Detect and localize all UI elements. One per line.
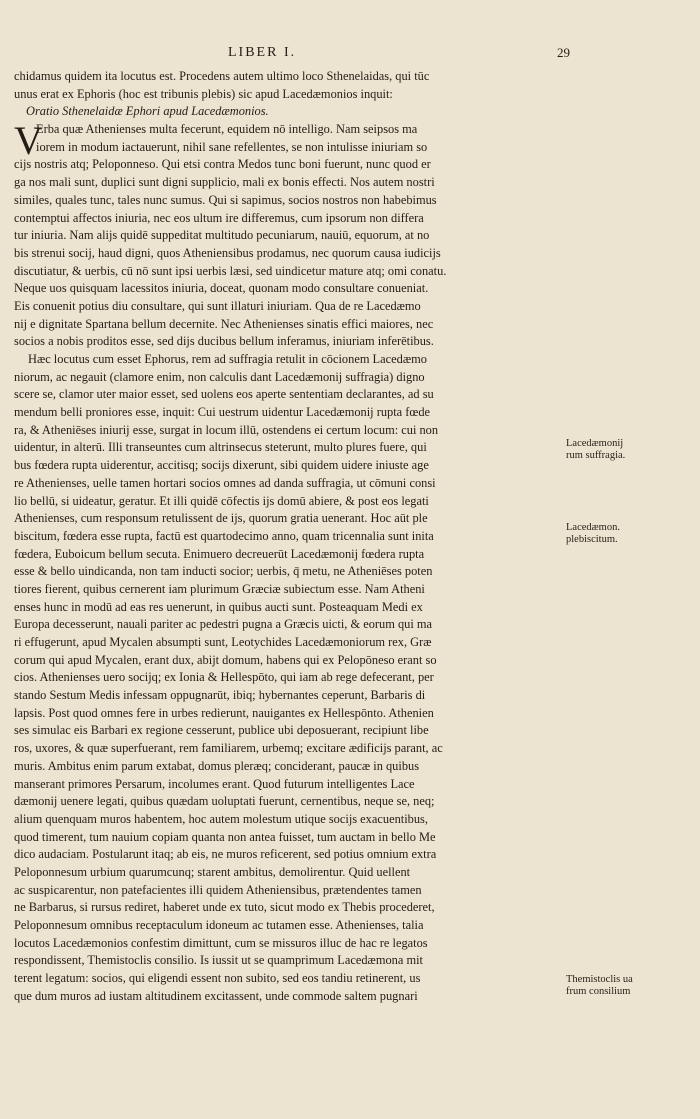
text-line: manserant primores Persarum, incolumes erant. Quod futurum intelligentes Lace xyxy=(14,776,415,791)
text-line: mendum belli proniores esse, inquit: Cui uestrum uidentur Lacedæmonij rupta fœde xyxy=(14,405,431,420)
text-line: dico audaciam. Postularunt itaq; ab eis, ne muros reficerent, sed potius omnium extra xyxy=(14,847,437,862)
text-line: ga nos mali sunt, duplici sunt digni supplicio, mali ex bonis effecti. Nos autem nostri xyxy=(14,175,435,190)
text-line: muris. Ambitus enim parum extabat, domus pleræq; conciderant, paucæ in quibus xyxy=(14,758,420,773)
text-line: Eis conuenit potius diu consultare, qui sunt illaturi iniuriam. Qua de re Lacedæmo xyxy=(14,298,421,313)
margin-note-line: plebiscitum. xyxy=(566,534,618,545)
text-line: stando Sestum Medis infessam oppugnarūt, ibiq; hybernantes ceperunt, Barbaris di xyxy=(14,688,426,703)
margin-note xyxy=(566,974,698,998)
margin-note-line: rum suffragia. xyxy=(566,450,626,461)
text-line: cios. Athenienses uero socijq; ex Ionia & Hellespōto, qui iam ab rege defecerant, per xyxy=(14,670,434,685)
text-line: esse & bello uindicanda, non tam inducti socior; uerbis, q̄ metu, ne Atheniēses poten xyxy=(14,564,433,579)
page-header xyxy=(14,45,570,63)
text-line: lapsis. Post quod omnes fere in urbes redierunt, nauigantes ex Hellespōnto. Athenien xyxy=(14,705,434,720)
text-line: scere se, clamor uter maior esset, sed uolens eos aperte sententiam declarantes, ad su xyxy=(14,387,434,402)
text-line: enses hunc in modū ad eas res uenerunt, in quibus aucti sunt. Posteaquam Medi ex xyxy=(14,599,423,614)
running-head: LIBER I. xyxy=(228,45,297,60)
text-line: ra, & Atheniēses iniurij esse, surgat in locum illū, ostendens ei certum locum: cui non xyxy=(14,422,439,437)
text-line: chidamus quidem ita locutus est. Procedens autem ultimo loco Sthenelaidas, qui tūc xyxy=(14,69,430,83)
text-line: dæmonij uenere legati, quibus quædam uoluptati fuerunt, cernentibus, neque se, neq; xyxy=(14,794,435,809)
text-line: lio bellū, si uideatur, geratur. Et illi quidē cōfectis ijs domū abiere, & post eos legati xyxy=(14,493,429,508)
oration-heading: Oratio Sthenelaidæ Ephori apud Lacedæmonios. xyxy=(26,104,269,119)
text-line: Neque uos quisquam lacessitos iniuria, doceat, quonam modo consultare conueniat. xyxy=(14,281,429,296)
text-line: socios a nobis proditos esse, sed dijs ducibus bellum inferamus, iniuriam inferētibus. xyxy=(14,334,434,349)
text-line: ses simulac eis Barbari ex regione cesserunt, publice ubi deposuerant, recipiunt libe xyxy=(14,723,429,738)
text-line: discutiatur, & uerbis, cū nō sunt ipsi uerbis læsi, sed uindicetur mature atq; omi conatu. xyxy=(14,263,447,278)
text-line: ros, uxores, & quæ superfuerant, rem familiarem, urbemq; excitare ædificijs parant, ac xyxy=(14,741,443,756)
text-line: cijs nostris atq; Peloponneso. Qui etsi contra Medos tunc boni fuerunt, nunc quod er xyxy=(14,157,431,172)
text-line: Athenienses, cum responsum retulissent de ijs, quorum gratia uenerant. Hoc aūt ple xyxy=(14,511,428,526)
text-line: Hæc locutus cum esset Ephorus, rem ad suffragia retulit in cōcionem Lacedæmo xyxy=(28,352,427,366)
text-line: biscitum, fœdera esse rupta, factū est quartodecimo anno, quam tricennalia sunt inita xyxy=(14,528,434,543)
text-line: uidentur, in alterū. Illi transeuntes cum altrinsecus steterunt, multo plures fuere, qui xyxy=(14,440,427,455)
text-line: bus fœdera rupta uiderentur, accitisq; socijs dixerunt, sibi quidem uidere iniuste age xyxy=(14,458,429,473)
text-line: nij e dignitate Spartana bellum decernite. Nec Athenienses sinatis effici maiores, nec xyxy=(14,316,434,331)
margin-note-line: Themistoclis ua xyxy=(566,974,633,985)
text-line: que dum muros ad iustam altitudinem excitassent, unde commode saltem pugnari xyxy=(14,988,418,1003)
text-body xyxy=(14,68,570,1005)
text-line: ac suspicarentur, non patefacientes illi quidem Atheniensibus, prætendentes tamen xyxy=(14,882,422,897)
text-line: tiores fierent, quibus cernerent iam plurimum Græciæ subiectum esse. Nam Atheni xyxy=(14,581,425,596)
text-line: niorum, ac negauit (clamore enim, non calculis dant Lacedæmonij suffragia) digno xyxy=(14,369,425,384)
text-line: alium quenquam muros habentem, hoc autem molestum utique socijs exacuentibus, xyxy=(14,811,428,826)
text-line: fœdera, Euboicum bellum secuta. Enimuero decreuerūt Lacedæmonij fœdera rupta xyxy=(14,546,425,561)
text-line: bis strenui socij, haud digni, quos Atheniensibus prodamus, nec quorum causa iudicijs xyxy=(14,245,441,260)
margin-note-line: frum consilium xyxy=(566,986,631,997)
text-line: Peloponnesum urbium quarumcunq; starent ambitus, demolirentur. Quid uellent xyxy=(14,864,411,879)
dropcap-letter: V xyxy=(14,118,43,164)
margin-note xyxy=(566,438,698,462)
text-line: terent legatum: socios, qui eligendi essent non subito, sed eos tandiu retinerent, us xyxy=(14,971,421,986)
dropcap-paragraph xyxy=(14,118,570,164)
text-line: ne Barbarus, si rursus rediret, haberet unde ex tuto, sicut modo ex Thebis procederet, xyxy=(14,900,435,915)
text-line: re Athenienses, uelle tamen hortari socios omnes ad danda suffragia, ut cōmuni consi xyxy=(14,475,436,490)
text-line: Peloponnesum omnibus receptaculum idoneum ac tutamen esse. Athenienses, talia xyxy=(14,918,424,932)
margin-note-line: Lacedæmonij xyxy=(566,438,624,449)
text-line: ri effugerunt, apud Mycalen absumpti sunt, Leotychides Lacedæmoniorum rex, Græ xyxy=(14,635,432,649)
margin-note xyxy=(566,522,698,546)
text-line: Erba quæ Athenienses multa fecerunt, equidem nō intelligo. Nam seipsos ma xyxy=(36,122,418,137)
text-line: Europa decesserunt, nauali pariter ac pedestri pugna a Græcis uicti, & eorum qui ma xyxy=(14,617,433,632)
text-line: locutos Lacedæmonios confestim dimittunt, cum se missuros illuc de hac re legatos xyxy=(14,935,428,950)
text-line: unus erat ex Ephoris (hoc est tribunis plebis) sic apud Lacedæmonios inquit: xyxy=(14,86,393,101)
margin-note-line: Lacedæmon. xyxy=(566,522,620,533)
page-number: 29 xyxy=(557,45,570,60)
text-line: quod timerent, tum nauium copiam quanta non antea fuisset, tum auctam in bello Me xyxy=(14,829,436,844)
text-line: corum qui apud Mycalen, erant dux, abijt domum, habens qui ex Pelopōneso erant so xyxy=(14,652,437,667)
text-line: similes, quales tunc, tales nunc sumus. Qui si sapimus, socios nostros non habebimus xyxy=(14,192,437,207)
text-line: respondissent, Themistoclis consilio. Is iussit ut se quamprimum Lacedæmona mit xyxy=(14,953,423,968)
text-line: contemptui affectos iniuria, nec eos ultum ire differemus, cum ipsorum non differa xyxy=(14,210,424,225)
text-line: tur iniuria. Nam alijs quidē suppeditat multitudo pecuniarum, nauiū, equorum, at no xyxy=(14,228,430,243)
text-line: iorem in modum iactauerunt, nihil sane refellentes, se non intulisse iniuriam so xyxy=(36,139,428,154)
